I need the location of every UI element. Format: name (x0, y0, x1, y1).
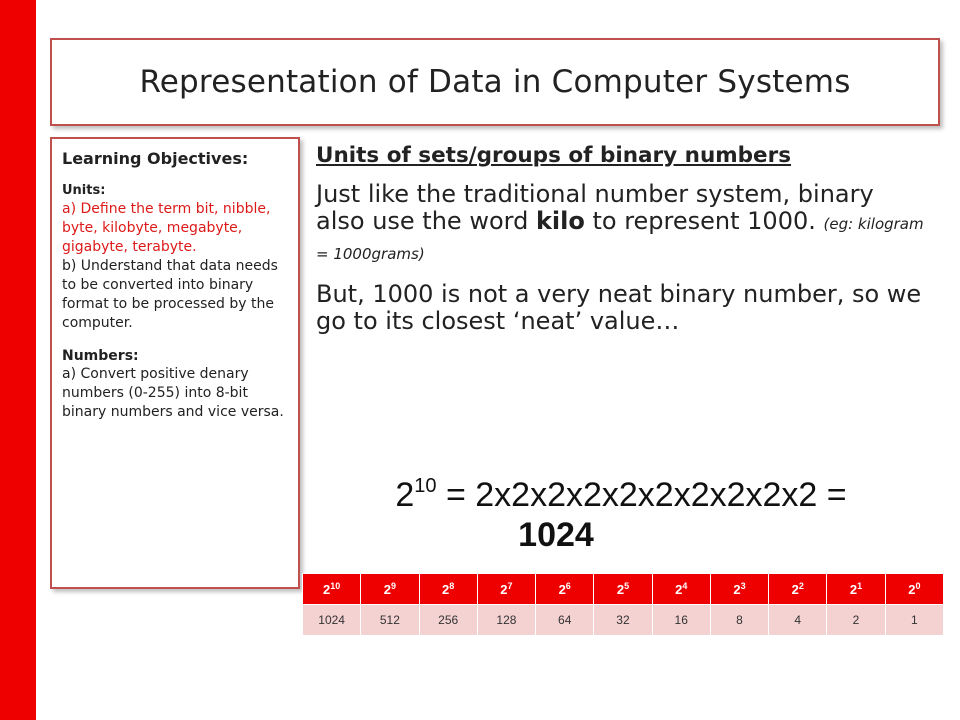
table-header-cell: $2^8$ (419, 574, 477, 605)
power-equation (316, 475, 926, 555)
table-header-cell: $2^5$ (594, 574, 652, 605)
table-header-cell: $2^{10}$ (303, 574, 361, 605)
equation-base: 2 (395, 476, 415, 514)
table-cell: 1024 (303, 605, 361, 636)
table-header-cell: $2^1$ (827, 574, 885, 605)
kilo-paragraph-text-2: to represent 1000. (584, 207, 824, 235)
learning-objectives-panel (50, 137, 300, 589)
table-header-cell: $2^3$ (710, 574, 768, 605)
equation-exponent: 10 (414, 475, 437, 497)
kilo-example: (eg: kilogram = 1000grams) (316, 215, 924, 263)
equation-result: 1024 (518, 516, 594, 554)
table-header-cell: $2^2$ (769, 574, 827, 605)
table-cell: 8 (710, 605, 768, 636)
units-objective-b: b) Understand that data needs to be converted into binary format to be processed by the computer. (62, 258, 278, 331)
learning-objectives-heading: Learning Objectives: (62, 149, 249, 168)
title-box (50, 38, 940, 126)
powers-of-two-table (302, 573, 944, 636)
table-cell: 2 (827, 605, 885, 636)
kilo-keyword: kilo (535, 207, 585, 235)
table-cell: 128 (477, 605, 535, 636)
section-subheading: Units of sets/groups of binary numbers (316, 143, 792, 168)
numbers-objective-a: a) Convert positive denary numbers (0-255) into 8-bit binary numbers and vice versa. (62, 366, 284, 420)
units-objective-a: a) Define the term bit, nibble, byte, kilobyte, megabyte, gigabyte, terabyte. (62, 201, 271, 255)
table-cell: 4 (769, 605, 827, 636)
table-cell: 32 (594, 605, 652, 636)
table-cell: 64 (536, 605, 594, 636)
units-heading: Units: (62, 183, 106, 198)
table-cell: 512 (361, 605, 419, 636)
left-accent-bar (0, 0, 36, 720)
slide-title: Representation of Data in Computer Systems (139, 64, 851, 100)
table-header-cell: $2^0$ (885, 574, 943, 605)
table-header-cell: $2^7$ (477, 574, 535, 605)
table-header-row (303, 574, 944, 605)
table-cell: 256 (419, 605, 477, 636)
table-cell: 1 (885, 605, 943, 636)
table-header-cell: $2^4$ (652, 574, 710, 605)
main-content (316, 143, 926, 335)
kilo-paragraph-text-1: Just like the traditional number system, binary also use the word (316, 180, 874, 235)
neat-value-paragraph: But, 1000 is not a very neat binary number, so we go to its closest ‘neat’ value… (316, 280, 922, 335)
table-cell: 16 (652, 605, 710, 636)
numbers-heading: Numbers: (62, 348, 139, 364)
equation-expression: = 2x2x2x2x2x2x2x2x2x2 = (436, 476, 847, 514)
table-row (303, 605, 944, 636)
table-header-cell: $2^6$ (536, 574, 594, 605)
table-header-cell: $2^9$ (361, 574, 419, 605)
kilo-paragraph (316, 181, 926, 268)
